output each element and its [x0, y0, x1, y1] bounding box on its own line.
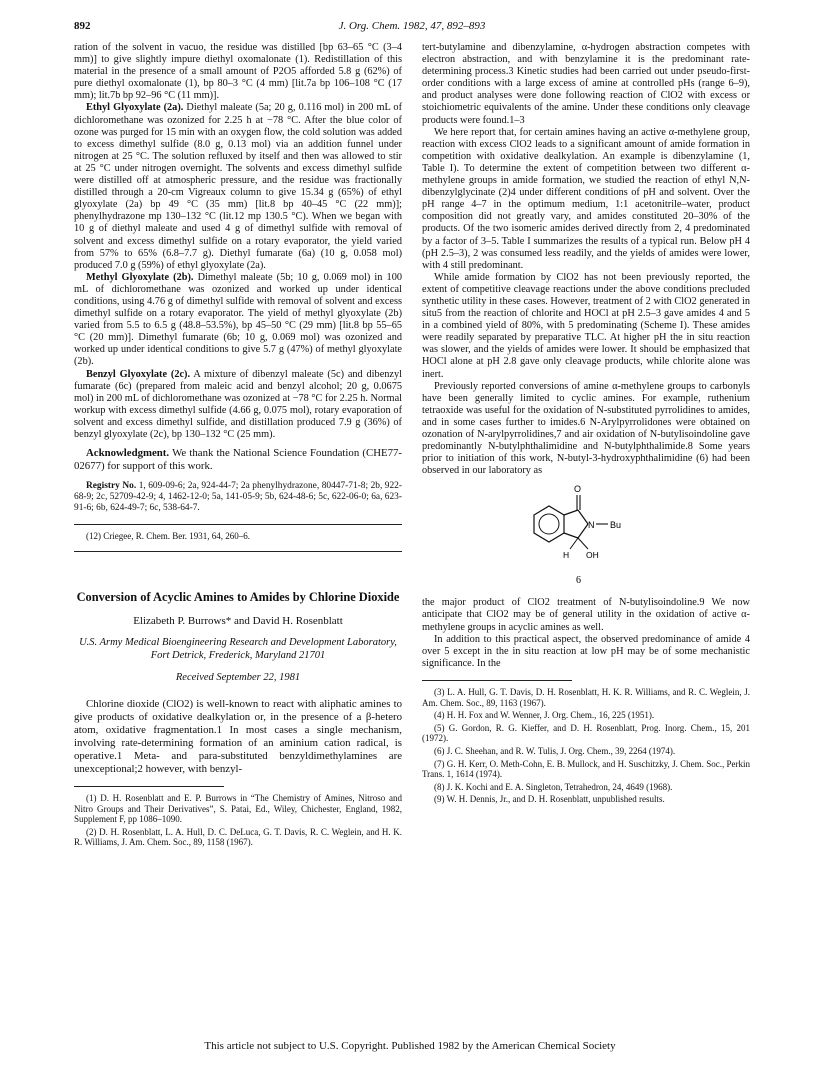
intro-paragraph: Chlorine dioxide (ClO2) is well-known to react with aliphatic amines to give products of oxidative dealkylation or, in the presence of a β-hetero atom, oxidative fragmentation.1 In most cases a single mechanism, involving rate-determining formation of an aminium cation radical, is operative.1 Meta- and para-substituted benzyldimethylamines are unexceptional;2 however, with benzyl-: [74, 698, 402, 775]
footnote-divider: [74, 786, 224, 787]
footnote-12: (12) Criegee, R. Chem. Ber. 1931, 64, 260–6.: [86, 530, 250, 541]
received-date: Received September 22, 1981: [175, 672, 301, 684]
footnotes-left: [74, 793, 402, 848]
section-benzyl-glyoxylate: [74, 369, 402, 442]
section-heading: Methyl Glyoxylate (2b).: [86, 271, 194, 283]
footnote-7: (7) G. H. Kerr, O. Meth-Cohn, E. B. Mullock, and H. Suschitzky, J. Chem. Soc., Perkin Trans. 1, 1614 (1974).: [422, 758, 750, 780]
footnote-3: (3) L. A. Hull, G. T. Davis, D. H. Rosenblatt, H. K. R. Williams, and R. C. Weglein, J. Am. Chem. Soc., 89, 1163 (1967).: [422, 686, 750, 708]
page-number: 892: [74, 20, 91, 32]
acknowledgment-heading: Acknowledgment.: [86, 447, 170, 460]
structure-drawing: [512, 481, 662, 593]
nitrogen-label: N: [588, 520, 595, 531]
article-affiliation: U.S. Army Medical Bioengineering Research and Development Laboratory, Fort Detrick, Frederick, Maryland 21701: [79, 637, 397, 661]
footnote-9: (9) W. H. Dennis, Jr., and D. H. Rosenblatt, unpublished results.: [434, 794, 665, 805]
chemical-structure-6: [422, 481, 750, 593]
page-header: [74, 20, 750, 36]
registry-heading: Registry No.: [86, 480, 137, 491]
body-paragraph: tert-butylamine and dibenzylamine, α-hydrogen abstraction competes with electron abstraction, and with benzylamine it is the predominant rate-determining process.3 Kinetic studies had been carried out under pseudo-first-order conditions with a large excess of amine at controlled pHs (range 6–9), and product analyses were done following reaction of ClO2 with excess or stoichiometric equivalents of the amine. Under these conditions only cleavage products were found.1–3: [422, 42, 750, 126]
left-column: [74, 42, 402, 850]
body-paragraph: the major product of ClO2 treatment of N-butylisoindoline.9 We now anticipate that ClO2 may be of general utility in the oxidation of active α-methylene groups in acyclic amines as well.: [422, 597, 750, 633]
acknowledgment-text: We thank the National Science Foundation (CHE77-02677) for support of this work.: [74, 447, 402, 472]
right-column: [422, 42, 750, 807]
footnote-6: (6) J. C. Sheehan, and R. W. Tulis, J. Org. Chem., 39, 2264 (1974).: [434, 745, 676, 756]
acknowledgment: [74, 447, 402, 473]
registry-text: 1, 609-09-6; 2a, 924-44-7; 2a phenylhydrazone, 80447-71-8; 2b, 922-68-9; 2c, 52709-42-9; 4, 1462-12-0; 5a, 141-05-9; 5b, 624-48-6; 5c, 622-06-0; 6a, 623-91-6; 6b, 624-49-7; 6c, 538-64-7.: [74, 480, 402, 513]
footnote-divider: [422, 680, 572, 681]
body-paragraph: In addition to this practical aspect, the observed predominance of amide 4 over 5 except in the in situ reaction at low pH may be of some mechanistic significance. In the: [422, 633, 750, 669]
footnote-divider: [74, 524, 402, 525]
body-paragraph: While amide formation by ClO2 has not been previously reported, the extent of competitive cleavage reactions under the above conditions precluded synthetic utility in these cases. However, treatment of 2 with ClO2 generated in situ5 from the reaction of chlorite and HOCl at pH 2.5–3 gave amides 4 and 5 in a combined yield of 80%, with 5 predominating (Scheme I). These amides were readily separated by preparative TLC. At higher pH the in situ reaction was slower, and the yields of amides were lower. It should be emphasized that HOCl alone at pH 2.8 gave only cleavage products, while chlorite alone was inert.: [422, 271, 750, 380]
journal-citation: J. Org. Chem. 1982, 47, 892–893: [338, 20, 486, 32]
footnote-8: (8) J. K. Kochi and E. A. Singleton, Tetrahedron, 24, 4649 (1968).: [434, 781, 673, 792]
butyl-label: Bu: [610, 520, 622, 531]
section-heading: Ethyl Glyoxylate (2a).: [86, 102, 184, 114]
footnote-1: (1) D. H. Rosenblatt and E. P. Burrows in “The Chemistry of Amines, Nitroso and Nitro Groups and Their Derivatives”, S. Patai, Ed., Wiley, Chichester, England, 1982, Supplement F, pp 1086–1090.: [74, 792, 402, 825]
registry-numbers: [74, 481, 402, 514]
continuation-paragraph: ration of the solvent in vacuo, the residue was distilled [bp 63–65 °C (3–4 mm)] to give slightly impure diethyl oxomalonate (1). Redistillation of this material in the presence of a small amount of P2O5 afforded 5.8 g (62%) of pure diethyl oxomalonate (1), bp 80–3 °C (4 mm) [lit.7a bp 106–108 °C (17 mm); lit.7b bp 92–96 °C (11 mm)].: [74, 42, 402, 102]
article-authors: Elizabeth P. Burrows* and David H. Rosenblatt: [133, 615, 343, 628]
footnote-5: (5) G. Gordon, R. G. Kieffer, and D. H. Rosenblatt, Prog. Inorg. Chem., 15, 201 (1972).: [422, 722, 750, 744]
compound-number: 6: [576, 575, 581, 587]
copyright-footer: This article not subject to U.S. Copyright. Published 1982 by the American Chemical Society: [204, 1040, 616, 1052]
footnote-4: (4) H. H. Fox and W. Wenner, J. Org. Chem., 16, 225 (1951).: [434, 710, 655, 721]
body-paragraph: We here report that, for certain amines having an active α-methylene group, reaction with excess ClO2 leads to a significant amount of amide formation in competition with oxidative dealkylation. An example is dibenzylamine (1, Table I). To determine the extent of competition between two different α-methylene groups in amide formation, we studied the reaction of ethyl N,N-dibenzylglycinate (2)4 under different conditions of pH and solvent. Over the pH range 4–7 in the optimum medium, 1:1 acetonitrile–water, product composition did not greatly vary, and amides constituted 20–30% of the products. Of the two isomeric amides derived directly from 2, 4 predominated by a factor of 3–5. Table I summarizes the results of a typical run. Below pH 4 (pH 2.5–3), 2 was consumed less readily, and the yields of amides were lower, with 4 still predominant.: [422, 126, 750, 271]
footnotes-top-left: [74, 531, 402, 542]
section-heading: Benzyl Glyoxylate (2c).: [86, 368, 191, 380]
footnote-2: (2) D. H. Rosenblatt, L. A. Hull, D. C. DeLuca, G. T. Davis, R. C. Weglein, and H. K. R. Williams, J. Am. Chem. Soc., 89, 1158 (1967).: [74, 826, 402, 848]
article-title: Conversion of Acyclic Amines to Amides by Chlorine Dioxide: [76, 590, 400, 605]
section-ethyl-glyoxylate: [74, 102, 402, 271]
hydroxyl-label: OH: [586, 550, 599, 561]
section-text: Dimethyl maleate (5b; 10 g, 0.069 mol) in 100 mL of dichloromethane was ozonized and worked up under identical conditions, using 4.76 g of dimethyl sulfide with removal of solvent and excess dimethyl sulfide on a rotary evaporator. The yield of methyl glyoxylate (2b) varied from 5.5 to 6.5 g (48.8–53.5%), bp 45–50 °C (29 mm) [lit.8 bp 55–65 °C (20 mm)]. Dimethyl fumarate (6b; 10 g, 0.069 mol) was ozonized and worked up under identical conditions to give 5.7 g (47%) of methyl glyoxylate (2b).: [74, 271, 402, 368]
hydrogen-label: H: [563, 550, 570, 561]
section-divider: [74, 551, 402, 552]
section-methyl-glyoxylate: [74, 272, 402, 369]
oxygen-label: O: [574, 484, 582, 495]
section-text: A mixture of dibenzyl maleate (5c) and dibenzyl fumarate (6c) (prepared from maleic acid and benzyl alcohol; 20 g, 0.0675 mol) in 200 mL of dichloromethane was ozonized at −78 °C for 2.25 h. Normal workup with excess dimethyl sulfide (4.66 g, 0.075 mol), rotary evaporation of solvent and excess dimethyl sulfide, and distillation produced 7.9 g (36%) of benzyl glyoxylate (2c), bp 130–132 °C (25 mm).: [74, 368, 402, 440]
body-paragraph: Previously reported conversions of amine α-methylene groups to carbonyls have been generally limited to cyclic amines. For example, ruthenium tetraoxide was useful for the oxidation of N-substituted pyrrolidines to amides, and in some cases further to imides.6 N-Arylpyrrolidones were obtained on ozonation of N-arylpyrrolidines,7 and air oxidation of N-butylisoindoline gave predominantly N-butylphthalimidine and N-butylphthalimide.8 Some years prior to initiation of this work, N-butyl-3-hydroxyphthalimidine (6) had been observed in our laboratory as: [422, 380, 750, 477]
section-text: Diethyl maleate (5a; 20 g, 0.116 mol) in 200 mL of dichloromethane was ozonized for 2.25 h at −78 °C. After the blue color of ozone was purged for 15 min with an oxygen flow, the cold solution was added to excess dimethyl sulfide (8.0 g, 0.13 mol) via an addition funnel under nitrogen at 25 °C. The solution refluxed by itself and then was allowed to stir at 25 °C under nitrogen overnight. The solvents and excess dimethyl sulfide were distilled off at atmospheric pressure, and the residue was fractionally distilled through a 20-cm Vigreaux column to give 15.34 g (65%) of ethyl glyoxylate (2a) bp 49 °C (35 mm) [lit.8 bp 40–45 °C (22 mm)]; phenylhydrazone mp 130–132 °C (lit.12 mp 130.5 °C). When we began with 10 g of diethyl maleate and used 4 g of dimethyl sulfide with removal of solvent and excess dimethyl sulfide on a rotary evaporator, the yield varied from 57% to 65% (6.8–7.7 g). Diethyl fumarate (6a) (10 g, 0.058 mol) produced 7.0 g (59%) of ethyl glyoxylate (2a).: [74, 102, 403, 271]
footnotes-right: [422, 687, 750, 805]
